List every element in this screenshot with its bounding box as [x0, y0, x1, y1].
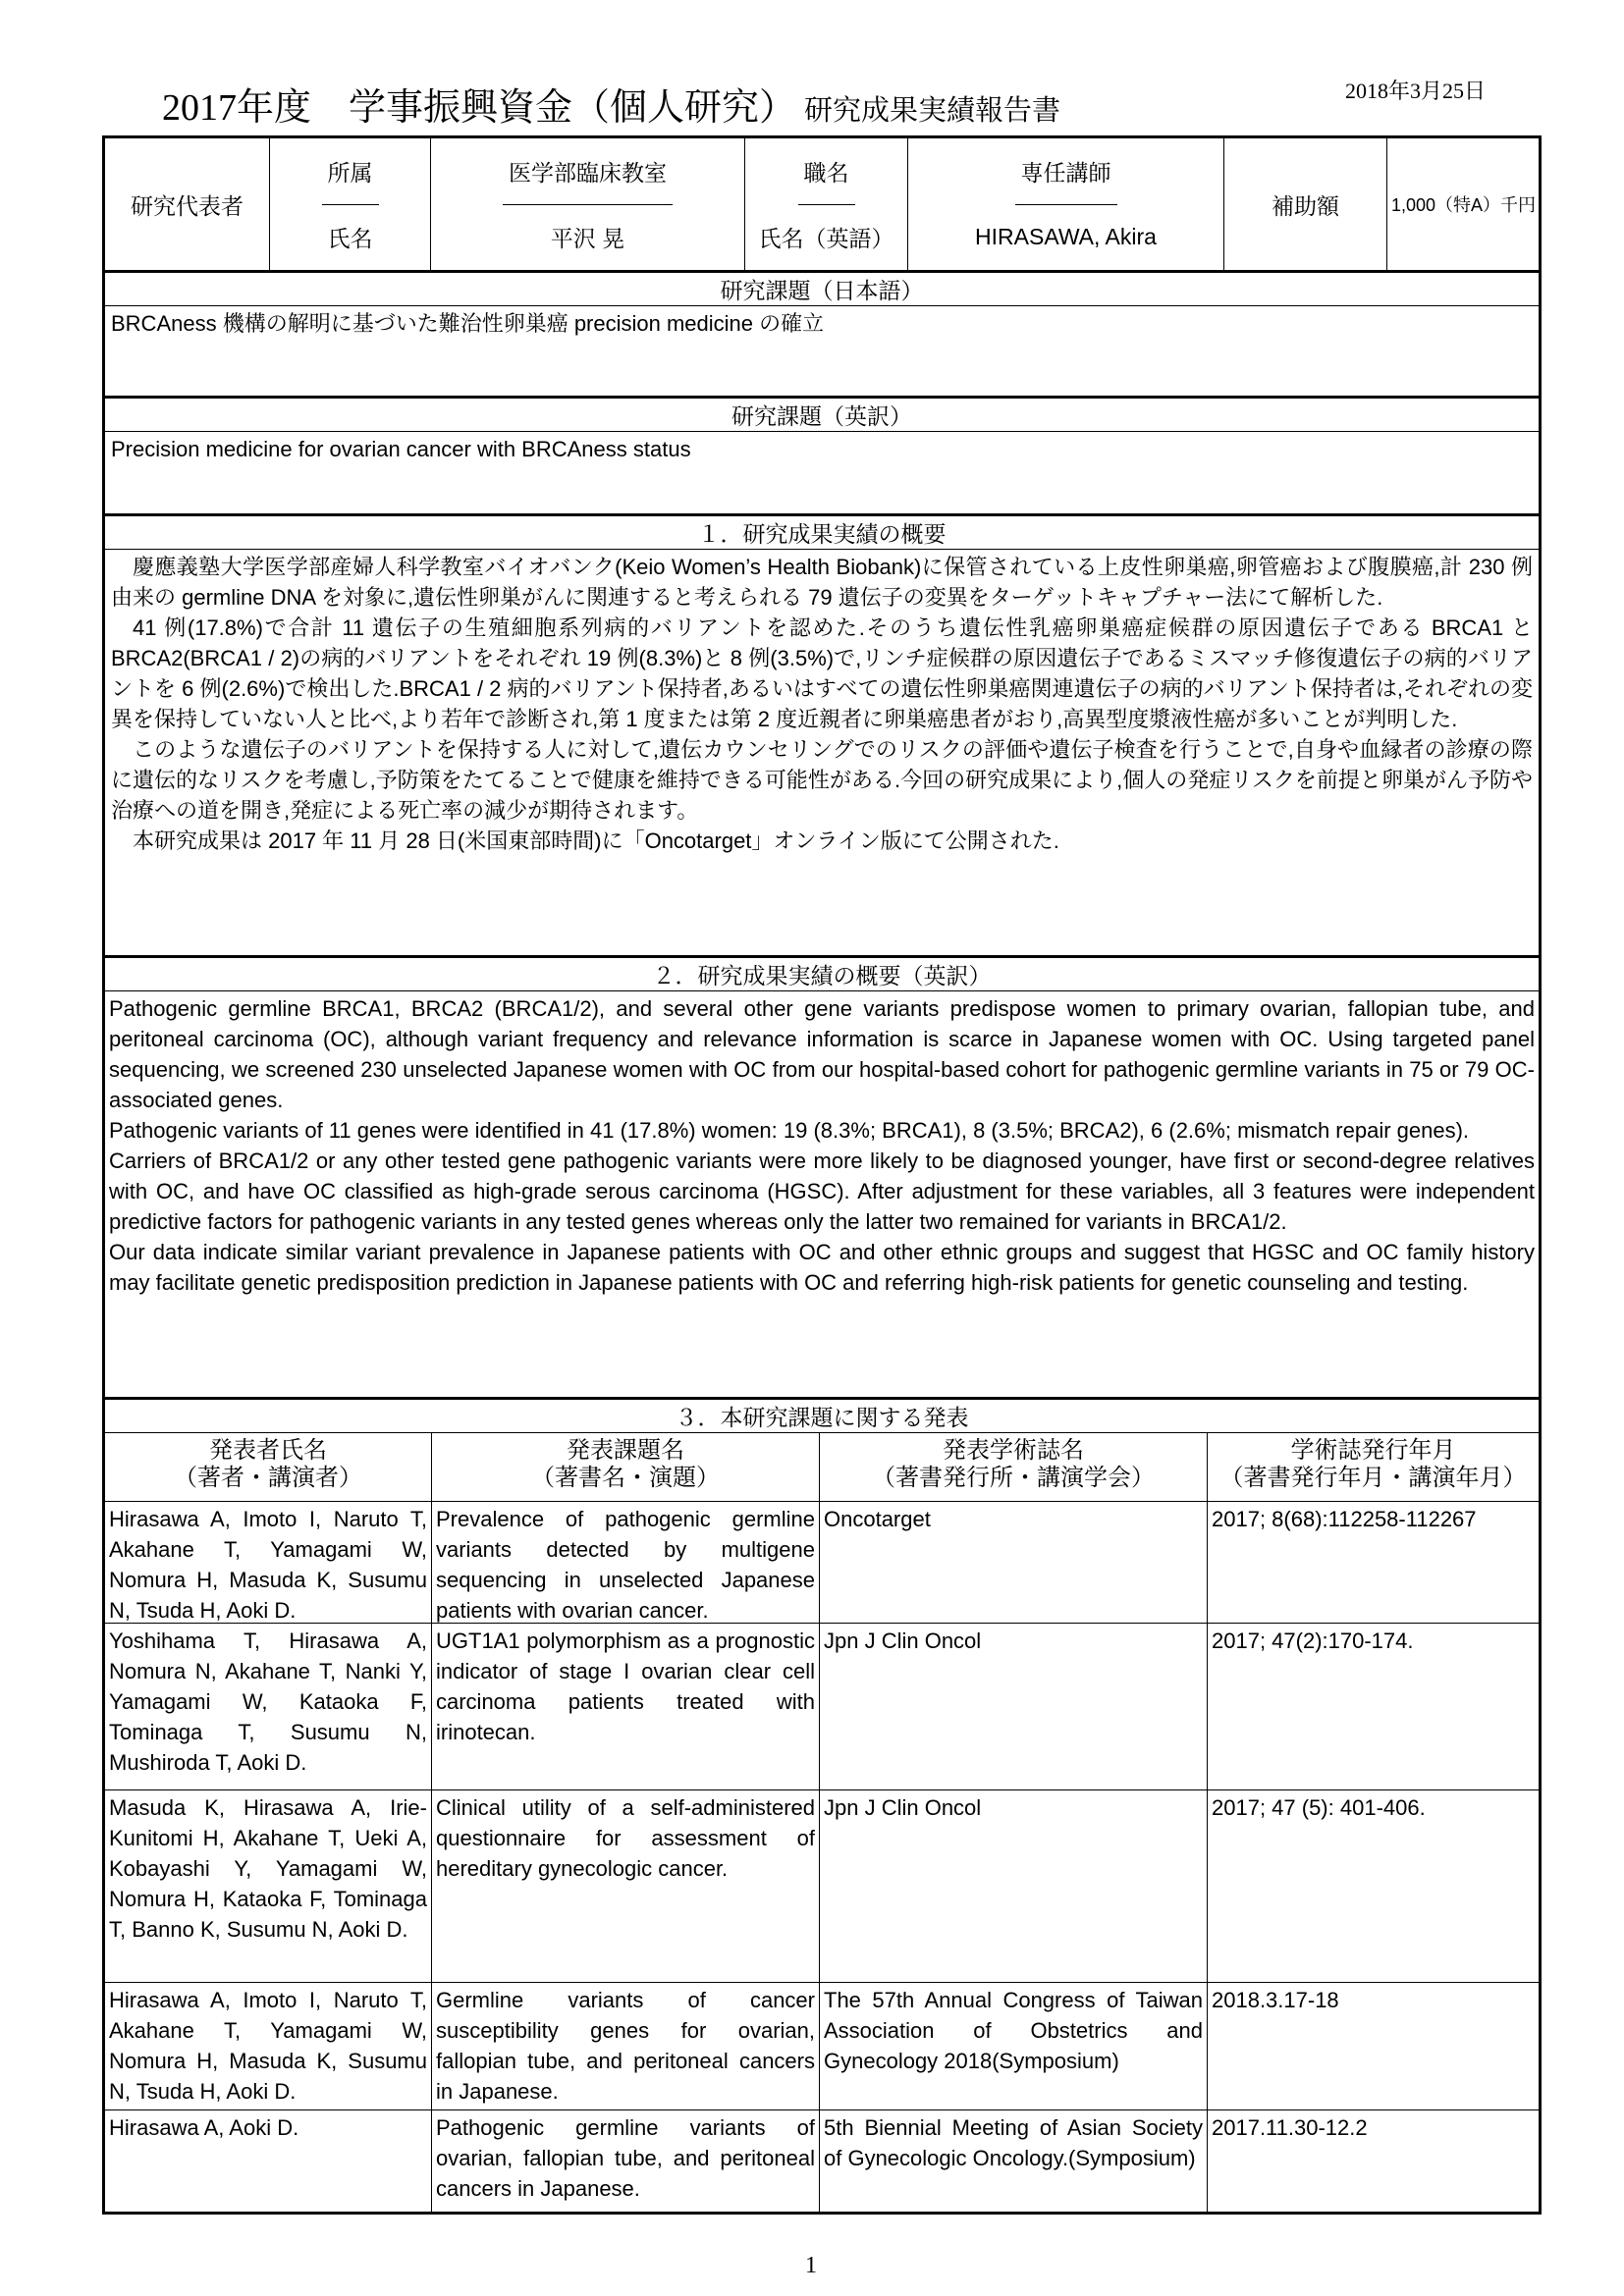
document-title: [162, 77, 1060, 131]
summary-jp-paragraph: 慶應義塾大学医学部産婦人科学教室バイオバンク(Keio Women’s Health Biobank)に保管されている上皮性卵巣癌,卵管癌および腹膜癌,計 230 例由来の germline DNA を対象に,遺伝性卵巣がんに関連すると考えられる 79 遺伝子の変異をターゲットキャプチャー法にて解析した.: [111, 555, 1533, 610]
name-value: 平沢 晃: [550, 226, 625, 252]
summary-en-paragraph: Our data indicate similar variant prevalence in Japanese patients with OC and other ethnic groups and suggest that HGSC and OC family history may facilitate genetic predisposition prediction in Japanese patients with OC and referring high-risk patients for genetic counseling and testing.: [109, 1240, 1535, 1295]
summary-jp-heading: １．研究成果実績の概要: [105, 516, 1539, 550]
authors-cell: Hirasawa A, Imoto I, Naruto T, Akahane T, Yamagami W, Nomura H, Masuda K, Susumu N, Tsuda H, Aoki D.: [105, 1983, 432, 2110]
topic-en-heading: 研究課題（英訳）: [105, 399, 1539, 432]
title-cell: Prevalence of pathogenic germline variants detected by multigene sequencing in unselected Japanese patients with ovarian cancer.: [432, 1502, 820, 1624]
column-header: 発表課題名 （著書名・演題）: [432, 1433, 820, 1502]
summary-en-heading: ２．研究成果実績の概要（英訳）: [105, 958, 1539, 991]
column-header: 発表者氏名 （著者・講演者）: [105, 1433, 432, 1502]
affil-value: 医学部臨床教室: [503, 138, 673, 205]
summary-en-body: [105, 991, 1539, 1400]
page-number: 1: [805, 2253, 817, 2278]
date-cell: 2017.11.30-12.2: [1212, 2115, 1368, 2140]
authors-cell: Hirasawa A, Aoki D.: [105, 2110, 432, 2213]
journal-cell: The 57th Annual Congress of Taiwan Association of Obstetrics and Gynecology 2018(Symposium): [820, 1983, 1208, 2110]
position-value: 専任講師: [1015, 138, 1117, 205]
publications-heading: ３．本研究課題に関する発表: [105, 1400, 1539, 1433]
title-cell: UGT1A1 polymorphism as a prognostic indicator of stage I ovarian clear cell carcinoma patients treated with irinotecan.: [432, 1624, 820, 1790]
date-cell: 2017; 47 (5): 401-406.: [1208, 1790, 1539, 1983]
summary-en-paragraph: Pathogenic variants of 11 genes were identified in 41 (17.8%) women: 19 (8.3%; BRCA1), 8 (3.5%; BRCA2), 6 (2.6%; mismatch repair genes).: [109, 1118, 1470, 1143]
summary-jp-paragraph: 本研究成果は 2017 年 11 月 28 日(米国東部時間)に「Oncotarget」オンライン版にて公開された.: [133, 828, 1059, 853]
researcher-info: [105, 138, 1539, 273]
date-cell: 2018.3.17-18: [1208, 1983, 1539, 2110]
summary-en-paragraph: Carriers of BRCA1/2 or any other tested gene pathogenic variants were more likely to be diagnosed younger, have first or second-degree relatives with OC, and have OC classified as high-grade serous carcinoma (HGSC). After adjustment for these variables, all 3 features were independent predictive factors for pathogenic variants in any tested genes whereas only the latter two remained for variants in BRCA1/2.: [109, 1148, 1535, 1234]
topic-jp-text: BRCAness 機構の解明に基づいた難治性卵巣癌 precision medicine の確立: [105, 306, 1539, 399]
affil-label: 所属: [322, 138, 379, 205]
column-header: 発表学術誌名 （著書発行所・講演学会）: [820, 1433, 1208, 1502]
topic-en-text: Precision medicine for ovarian cancer with BRCAness status: [105, 432, 1539, 516]
title-main: 2017年度 学事振興資金（個人研究）: [162, 87, 797, 129]
title-sub: 研究成果実績報告書: [804, 95, 1061, 127]
authors-cell: Yoshihama T, Hirasawa A, Nomura N, Akahane T, Nanki Y, Yamagami W, Kataoka F, Tominaga T, Susumu N, Mushiroda T, Aoki D.: [105, 1624, 432, 1790]
label-col-2: [745, 138, 908, 270]
summary-jp-body: [105, 550, 1539, 958]
journal-cell: Oncotarget: [820, 1502, 1208, 1624]
grant-label: 補助額: [1224, 138, 1387, 270]
title-cell: Clinical utility of a self-administered questionnaire for assessment of hereditary gynecologic cancer.: [432, 1790, 820, 1983]
topic-jp-heading: 研究課題（日本語）: [105, 273, 1539, 306]
summary-jp-paragraph: 41 例(17.8%)で合計 11 遺伝子の生殖細胞系列病的バリアントを認めた.そのうち遺伝性乳癌卵巣癌症候群の原因遺伝子である BRCA1 と BRCA2(BRCA1 / 2)の病的バリアントをそれぞれ 19 例(8.3%)と 8 例(3.5%)で,リンチ症候群の原因遺伝子であるミスマッチ修復遺伝子の病的バリアントを 6 例(2.6%)で検出した.BRCA1 / 2 病的バリアント保持者,あるいはすべての遺伝性卵巣癌関連遺伝子の病的バリアント保持者は,それぞれの変異を保持していない人と比べ,より若年で診断され,第 1 度または第 2 度近親者に卵巣癌患者がおり,高異型度漿液性癌が多いことが判明した.: [111, 615, 1533, 731]
value-col-2: [908, 138, 1224, 270]
name-label: 氏名: [327, 226, 373, 252]
journal-cell: Jpn J Clin Oncol: [820, 1790, 1208, 1983]
date-cell: 2017; 8(68):112258-112267: [1208, 1502, 1539, 1624]
report-date: 2018年3月25日: [1345, 79, 1487, 103]
position-label: 職名: [798, 138, 855, 205]
journal-cell: Jpn J Clin Oncol: [820, 1624, 1208, 1790]
title-cell: Pathogenic germline variants of ovarian, fallopian tube, and peritoneal cancers in Japanese.: [432, 2110, 820, 2213]
summary-en-paragraph: Pathogenic germline BRCA1, BRCA2 (BRCA1/2), and several other gene variants predispose women to primary ovarian, fallopian tube, and peritoneal carcinoma (OC), although variant frequency and relevance information is scarce in Japanese women with OC. Using targeted panel sequencing, we screened 230 unselected Japanese women with OC from our hospital-based cohort for pathogenic germline variants in 75 or 79 OC-associated genes.: [109, 996, 1535, 1112]
grant-value: 1,000（特A）千円: [1391, 195, 1537, 215]
name-en-label: 氏名（英語）: [758, 226, 894, 252]
authors-cell: Masuda K, Hirasawa A, Irie-Kunitomi H, Akahane T, Ueki A, Kobayashi Y, Yamagami W, Nomura H, Kataoka F, Tominaga T, Banno K, Susumu N, Aoki D.: [105, 1790, 432, 1983]
value-col-1: [431, 138, 745, 270]
rep-label: 研究代表者: [105, 138, 270, 270]
title-cell: Germline variants of cancer susceptibility genes for ovarian, fallopian tube, and peritoneal cancers in Japanese.: [432, 1983, 820, 2110]
summary-jp-paragraph: このような遺伝子のバリアントを保持する人に対して,遺伝カウンセリングでのリスクの評価や遺伝子検査を行うことで,自身や血縁者の診療の際に遺伝的なリスクを考慮し,予防策をたてることで健康を維持できる可能性がある.今回の研究成果により,個人の発症リスクを前提と卵巣がん予防や治療への道を開き,発症による死亡率の減少が期待されます。: [111, 737, 1533, 823]
report-form: [102, 135, 1542, 2215]
date-cell: 2017; 47(2):170-174.: [1208, 1624, 1539, 1790]
authors-cell: Hirasawa A, Imoto I, Naruto T, Akahane T, Yamagami W, Nomura H, Masuda K, Susumu N, Tsuda H, Aoki D.: [105, 1502, 432, 1624]
publications-table: [105, 1433, 1539, 2213]
name-en-value: HIRASAWA, Akira: [975, 224, 1157, 250]
journal-cell: 5th Biennial Meeting of Asian Society of Gynecologic Oncology.(Symposium): [820, 2110, 1208, 2213]
column-header: 学術誌発行年月 （著書発行年月・講演年月）: [1208, 1433, 1539, 1502]
label-col-1: [270, 138, 431, 270]
